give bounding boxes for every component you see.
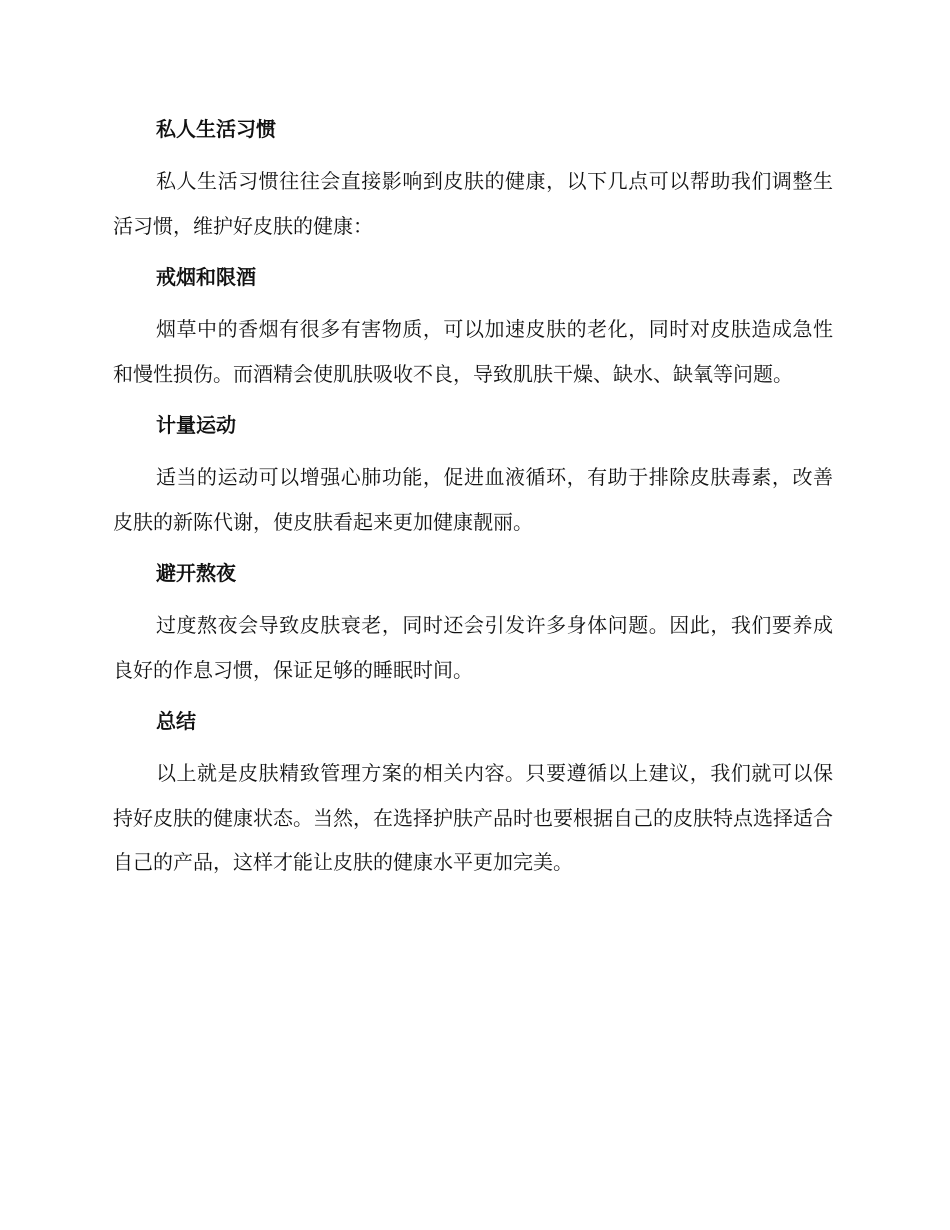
section-heading-quit-smoking: 戒烟和限酒 (156, 265, 256, 289)
document-page (113, 112, 833, 897)
section-heading-summary: 总结 (156, 709, 196, 733)
section-body-exercise: 适当的运动可以增强心肺功能，促进血液循环，有助于排除皮肤毒素，改善皮肤的新陈代谢，使皮肤看起来更加健康靓丽。 (113, 465, 833, 534)
section-heading-exercise: 计量运动 (156, 413, 236, 437)
section-heading-personal-habits: 私人生活习惯 (156, 117, 276, 141)
section-heading-avoid-late-nights: 避开熬夜 (156, 561, 236, 585)
section-body-avoid-late-nights: 过度熬夜会导致皮肤衰老，同时还会引发许多身体问题。因此，我们要养成良好的作息习惯，保证足够的睡眠时间。 (113, 613, 833, 682)
section-body-personal-habits: 私人生活习惯往往会直接影响到皮肤的健康，以下几点可以帮助我们调整生活习惯，维护好皮肤的健康： (113, 169, 833, 238)
section-body-summary: 以上就是皮肤精致管理方案的相关内容。只要遵循以上建议，我们就可以保持好皮肤的健康状态。当然，在选择护肤产品时也要根据自己的皮肤特点选择适合自己的产品，这样才能让皮肤的健康水平更加完美。 (113, 761, 833, 874)
section-body-quit-smoking: 烟草中的香烟有很多有害物质，可以加速皮肤的老化，同时对皮肤造成急性和慢性损伤。而酒精会使肌肤吸收不良，导致肌肤干燥、缺水、缺氧等问题。 (113, 317, 833, 386)
